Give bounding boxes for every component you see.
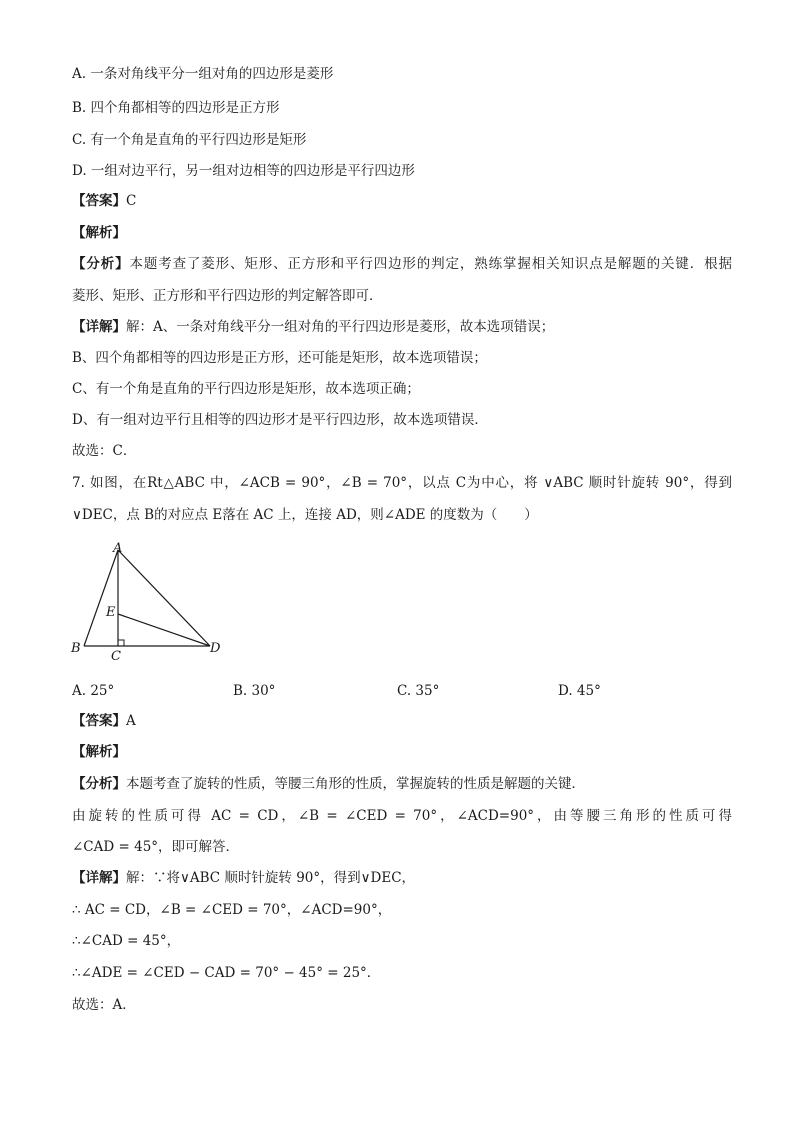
q6-analysis-tag: 【解析】	[72, 225, 126, 241]
q7-option-c: C. 35°	[397, 683, 440, 699]
fenxi-tag: 【分析】	[72, 256, 130, 272]
q6-detail-line1: 【详解】解：A、一条对角线平分一组对角的平行四边形是菱形，故本选项错误；	[72, 319, 555, 335]
detail-tag: 【详解】	[72, 870, 126, 886]
q7-fenxi-line2: 由旋转的性质可得 AC = CD，∠B = ∠CED = 70°，∠ACD=90°，由等腰三角形的性质可得	[72, 808, 732, 824]
prev-option-b: B. 四个角都相等的四边形是正方形	[72, 100, 280, 116]
q6-answer	[72, 191, 732, 211]
q7-fenxi-line1: 【分析】本题考查了旋转的性质，等腰三角形的性质，掌握旋转的性质是解题的关键．	[72, 776, 585, 792]
q7-answer	[72, 711, 732, 731]
answer-value: A	[126, 713, 136, 729]
q7-detail-line1: 【详解】解：∵将∨ABC 顺时针旋转 90°，得到∨DEC，	[72, 870, 416, 886]
detail-tag: 【详解】	[72, 319, 126, 335]
q7-stem-line2: ∨DEC，点 B的对应点 E落在 AC 上，连接 AD，则∠ADE 的度数为（ ）	[72, 507, 538, 523]
prev-option-d: D. 一组对边平行，另一组对边相等的四边形是平行四边形	[72, 163, 415, 179]
q6-detail-line3: C、有一个角是直角的平行四边形是矩形，故本选项正确；	[72, 381, 420, 397]
triangle-figure	[68, 536, 228, 664]
q6-detail-line2: B、四个角都相等的四边形是正方形，还可能是矩形，故本选项错误；	[72, 350, 487, 366]
label-a: A	[113, 541, 123, 556]
q6-fenxi-line1: 【分析】本题考查了菱形、矩形、正方形和平行四边形的判定，熟练掌握相关知识点是解题的关键．根据	[72, 256, 733, 272]
prev-option-a: A. 一条对角线平分一组对角的四边形是菱形	[72, 66, 334, 82]
q7-option-b: B. 30°	[233, 683, 276, 699]
q7-fenxi-line3: ∠CAD = 45°，即可解答．	[72, 839, 240, 855]
answer-value: C	[126, 193, 137, 209]
q7-detail-line4: ∴∠ADE = ∠CED − CAD = 70° − 45° = 25°．	[72, 965, 381, 981]
q7-analysis-tag: 【解析】	[72, 744, 126, 760]
label-e: E	[106, 605, 116, 620]
answer-tag: 【答案】	[72, 713, 126, 729]
segment-ed	[118, 614, 210, 646]
label-b: B	[71, 641, 81, 656]
q7-stem-line1: 7. 如图，在Rt△ABC 中，∠ACB = 90°，∠B = 70°，以点 C为中心，将 ∨ABC 顺时针旋转 90°，得到	[72, 475, 732, 491]
segment-ba	[84, 550, 118, 646]
q7-option-a: A. 25°	[72, 683, 115, 699]
answer-tag: 【答案】	[72, 193, 126, 209]
segment-ad	[118, 550, 210, 646]
label-c: C	[111, 649, 121, 664]
prev-option-c: C. 有一个角是直角的平行四边形是矩形	[72, 132, 307, 148]
q6-detail-line4: D、有一组对边平行且相等的四边形才是平行四边形，故本选项错误．	[72, 412, 488, 428]
right-angle-mark	[118, 640, 124, 646]
fenxi-tag: 【分析】	[72, 776, 126, 792]
q6-fenxi-line2: 菱形、矩形、正方形和平行四边形的判定解答即可．	[72, 288, 383, 304]
q7-detail-line2: ∴ AC = CD，∠B = ∠CED = 70°，∠ACD=90°，	[72, 902, 392, 918]
q7-option-d: D. 45°	[558, 683, 601, 699]
q6-choose: 故选：C．	[72, 443, 137, 459]
q7-detail-line3: ∴∠CAD = 45°，	[72, 933, 181, 949]
label-d: D	[210, 641, 221, 656]
q7-choose: 故选：A．	[72, 997, 136, 1013]
